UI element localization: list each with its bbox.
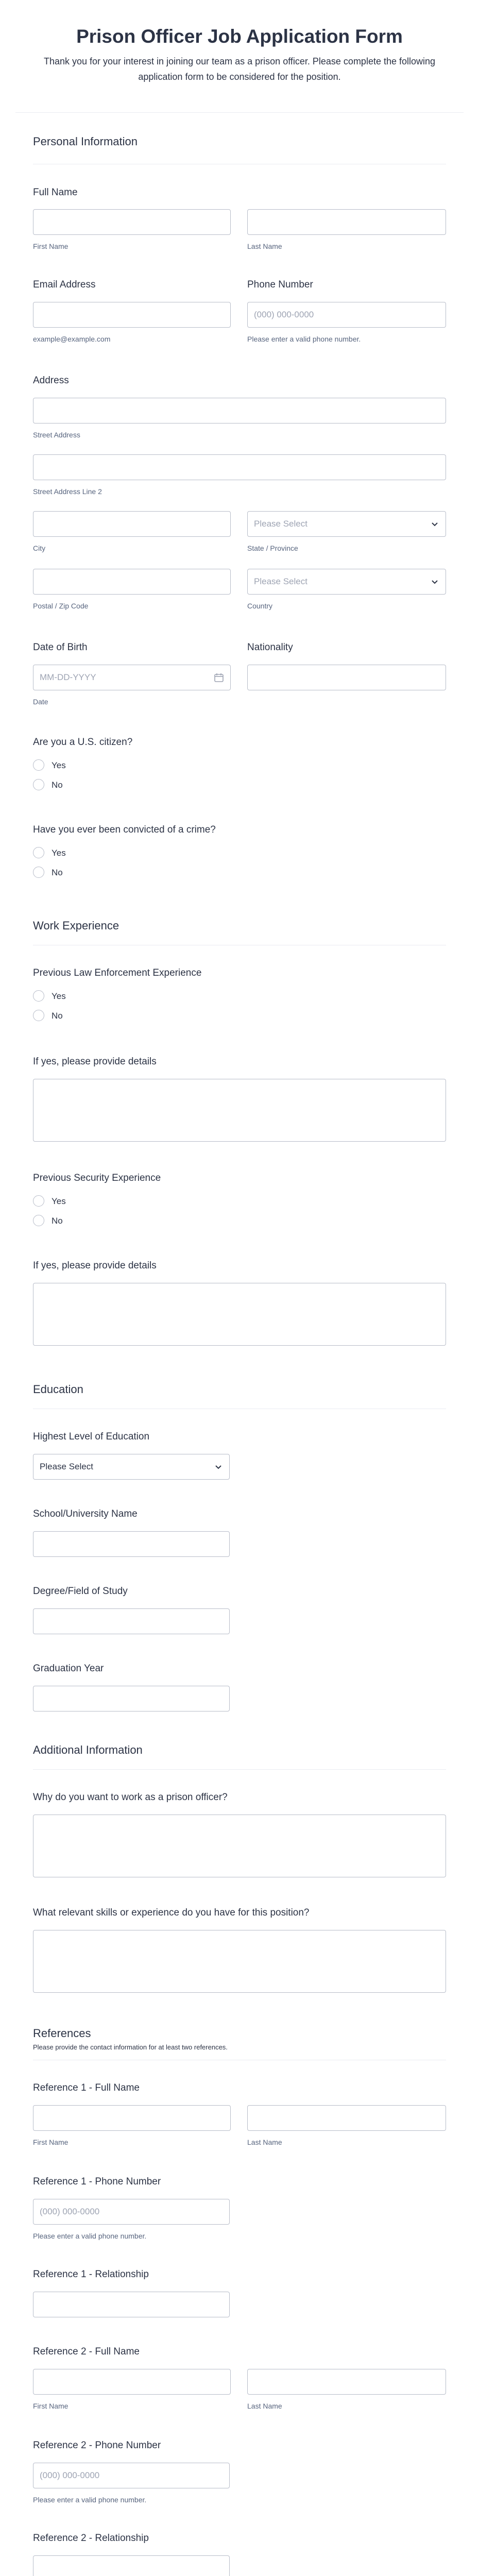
- ref2-first-name-input[interactable]: [33, 2369, 231, 2395]
- phone-placeholder: (000) 000-0000: [254, 310, 314, 319]
- full-name-label: Full Name: [33, 187, 78, 198]
- state-select[interactable]: [247, 511, 446, 537]
- ref1-phone-sublabel: Please enter a valid phone number.: [33, 2232, 147, 2240]
- ref1-name-label: Reference 1 - Full Name: [33, 2082, 140, 2093]
- why-textarea[interactable]: [33, 1815, 446, 1877]
- address-label: Address: [33, 375, 69, 386]
- chevron-down-icon: [215, 1463, 222, 1470]
- form-subtitle: Thank you for your interest in joining our team as a prison officer. Please complete the following application form to be considered for the position.: [43, 56, 436, 82]
- state-placeholder: Please Select: [254, 519, 307, 529]
- convicted-yes-radio[interactable]: [33, 847, 44, 858]
- sec-yes-label: Yes: [52, 1196, 66, 1206]
- section-education-title: Education: [33, 1383, 83, 1396]
- email-input[interactable]: [33, 302, 231, 328]
- why-label: Why do you want to work as a prison officer?: [33, 1792, 228, 1803]
- sec-label: Previous Security Experience: [33, 1173, 161, 1183]
- section-additional-title: Additional Information: [33, 1743, 143, 1756]
- ref1-relationship-input[interactable]: [33, 2292, 230, 2317]
- section-work-title: Work Experience: [33, 919, 119, 932]
- sec-details-label: If yes, please provide details: [33, 1260, 157, 1271]
- last-name-sublabel: Last Name: [247, 242, 282, 250]
- ref2-phone-sublabel: Please enter a valid phone number.: [33, 2496, 147, 2504]
- country-placeholder: Please Select: [254, 577, 307, 586]
- le-yes-label: Yes: [52, 991, 66, 1001]
- skills-textarea[interactable]: [33, 1930, 446, 1993]
- ref1-phone-placeholder: (000) 000-0000: [40, 2207, 100, 2216]
- convicted-yes-label: Yes: [52, 848, 66, 858]
- sec-no-radio[interactable]: [33, 1215, 44, 1226]
- ref1-relationship-label: Reference 1 - Relationship: [33, 2269, 149, 2280]
- le-details-textarea[interactable]: [33, 1079, 446, 1142]
- email-label: Email Address: [33, 279, 96, 290]
- ref2-phone-input[interactable]: [33, 2463, 230, 2488]
- city-sublabel: City: [33, 544, 46, 552]
- dob-input[interactable]: [33, 665, 231, 690]
- first-name-input[interactable]: [33, 209, 231, 235]
- street-address-2-input[interactable]: [33, 454, 446, 480]
- section-personal-title: Personal Information: [33, 135, 138, 148]
- nationality-label: Nationality: [247, 642, 293, 653]
- email-sublabel: example@example.com: [33, 335, 111, 343]
- chevron-down-icon: [431, 520, 438, 528]
- grad-year-input[interactable]: [33, 1686, 230, 1711]
- sec-yes-radio[interactable]: [33, 1195, 44, 1207]
- citizen-no-radio[interactable]: [33, 779, 44, 790]
- le-details-label: If yes, please provide details: [33, 1056, 157, 1067]
- le-no-radio[interactable]: [33, 1010, 44, 1021]
- postal-sublabel: Postal / Zip Code: [33, 602, 89, 610]
- postal-input[interactable]: [33, 569, 231, 595]
- convicted-label: Have you ever been convicted of a crime?: [33, 824, 216, 835]
- ref2-last-name-input[interactable]: [247, 2369, 446, 2395]
- ref2-name-label: Reference 2 - Full Name: [33, 2346, 140, 2357]
- ref1-last-name-sublabel: Last Name: [247, 2138, 282, 2146]
- school-label: School/University Name: [33, 1509, 138, 1519]
- citizen-label: Are you a U.S. citizen?: [33, 737, 133, 748]
- chevron-down-icon: [431, 578, 438, 585]
- dob-label: Date of Birth: [33, 642, 88, 653]
- skills-label: What relevant skills or experience do you have for this position?: [33, 1907, 310, 1918]
- ref2-first-name-sublabel: First Name: [33, 2402, 69, 2410]
- education-level-label: Highest Level of Education: [33, 1431, 150, 1442]
- last-name-input[interactable]: [247, 209, 446, 235]
- country-sublabel: Country: [247, 602, 273, 610]
- ref1-first-name-input[interactable]: [33, 2105, 231, 2131]
- le-no-label: No: [52, 1011, 63, 1021]
- grad-year-label: Graduation Year: [33, 1663, 104, 1674]
- dob-sublabel: Date: [33, 698, 48, 706]
- education-level-select[interactable]: [33, 1454, 230, 1480]
- ref1-phone-label: Reference 1 - Phone Number: [33, 2176, 161, 2187]
- ref2-phone-placeholder: (000) 000-0000: [40, 2470, 100, 2480]
- phone-label: Phone Number: [247, 279, 313, 290]
- ref2-relationship-label: Reference 2 - Relationship: [33, 2533, 149, 2544]
- ref1-last-name-input[interactable]: [247, 2105, 446, 2131]
- city-input[interactable]: [33, 511, 231, 537]
- sec-no-label: No: [52, 1216, 63, 1226]
- street-address-2-sublabel: Street Address Line 2: [33, 487, 102, 496]
- section-divider: [33, 1769, 446, 1770]
- first-name-sublabel: First Name: [33, 242, 69, 250]
- section-references-title: References: [33, 2027, 91, 2040]
- citizen-yes-radio[interactable]: [33, 759, 44, 771]
- calendar-icon[interactable]: [214, 672, 224, 683]
- country-select[interactable]: [247, 569, 446, 595]
- form-title: Prison Officer Job Application Form: [76, 26, 403, 47]
- education-level-value: Please Select: [40, 1462, 93, 1471]
- degree-label: Degree/Field of Study: [33, 1586, 128, 1597]
- degree-input[interactable]: [33, 1608, 230, 1634]
- street-address-sublabel: Street Address: [33, 431, 80, 439]
- header-divider: [15, 112, 464, 113]
- citizen-no-label: No: [52, 780, 63, 790]
- convicted-no-radio[interactable]: [33, 867, 44, 878]
- le-yes-radio[interactable]: [33, 990, 44, 1002]
- ref2-relationship-input[interactable]: [33, 2555, 230, 2576]
- citizen-yes-label: Yes: [52, 760, 66, 770]
- nationality-input[interactable]: [247, 665, 446, 690]
- ref1-first-name-sublabel: First Name: [33, 2138, 69, 2146]
- street-address-input[interactable]: [33, 398, 446, 423]
- phone-input[interactable]: [247, 302, 446, 328]
- le-label: Previous Law Enforcement Experience: [33, 968, 202, 978]
- phone-sublabel: Please enter a valid phone number.: [247, 335, 361, 343]
- ref2-last-name-sublabel: Last Name: [247, 2402, 282, 2410]
- sec-details-textarea[interactable]: [33, 1283, 446, 1346]
- section-references-subtitle: Please provide the contact information for at least two references.: [33, 2043, 228, 2051]
- school-input[interactable]: [33, 1531, 230, 1557]
- convicted-no-label: No: [52, 868, 63, 877]
- state-sublabel: State / Province: [247, 544, 298, 552]
- dob-placeholder: MM-DD-YYYY: [40, 672, 96, 682]
- ref2-phone-label: Reference 2 - Phone Number: [33, 2440, 161, 2451]
- ref1-phone-input[interactable]: [33, 2199, 230, 2225]
